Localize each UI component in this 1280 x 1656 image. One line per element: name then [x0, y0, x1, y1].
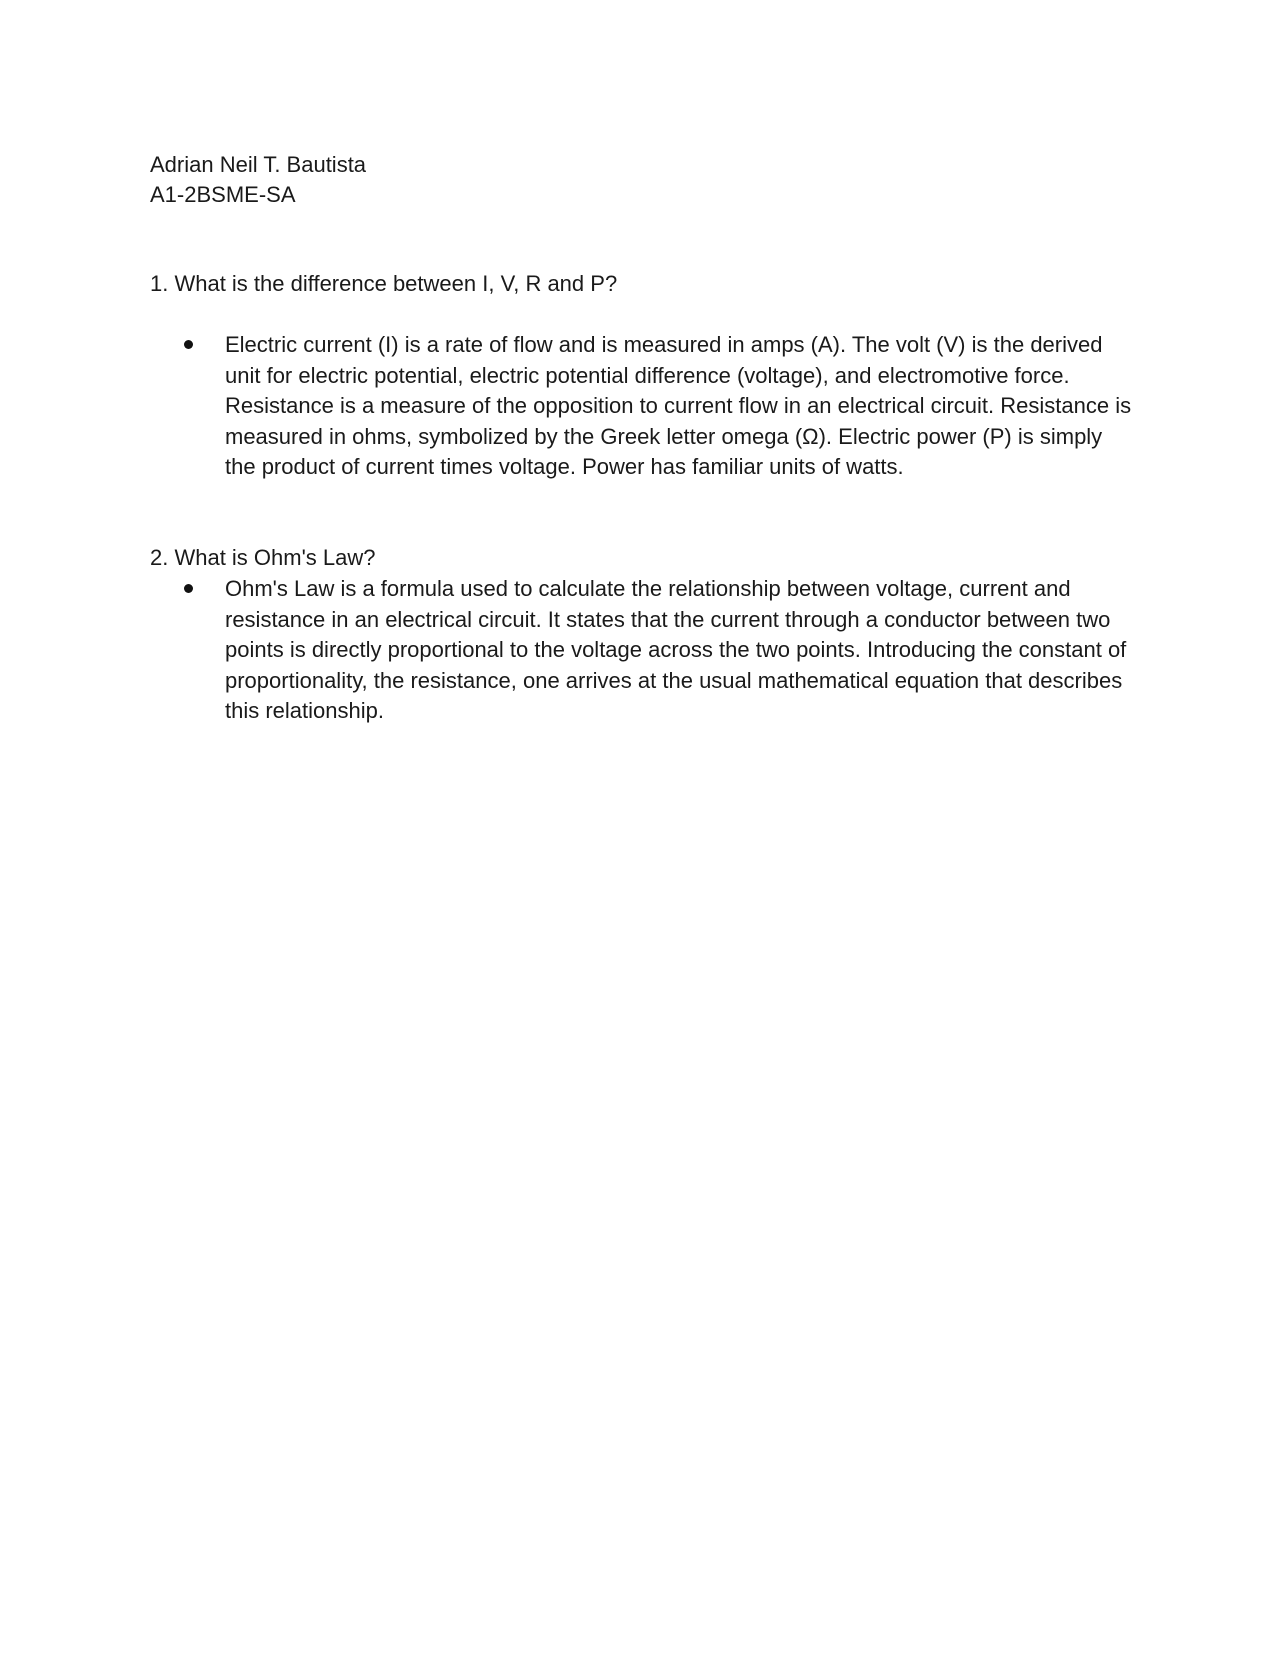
answer-1: Electric current (I) is a rate of flow and is measured in amps (A). The volt (V) is the derived unit for electric potential, electric potential difference (voltage), and electromotive force. Resistance is a measure of the opposition to current flow in an electrical circuit. Resistance is measured in ohms, symbolized by the Greek letter omega (Ω). Electric power (P) is simply the product of current times voltage. Power has familiar units of watts.: [225, 332, 1132, 479]
author-name: Adrian Neil T. Bautista: [150, 152, 367, 177]
question-2: 2. What is Ohm's Law?: [150, 545, 376, 570]
question-1: 1. What is the difference between I, V, R and P?: [150, 271, 618, 296]
bullet-point-icon: [184, 574, 196, 586]
section-code: A1-2BSME-SA: [150, 182, 296, 207]
document-header: [150, 150, 366, 210]
bullet-point-icon: [184, 330, 196, 342]
answer-2: Ohm's Law is a formula used to calculate the relationship between voltage, current and resistance in an electrical circuit. It states that the current through a conductor between two points is directly proportional to the voltage across the two points. Introducing the constant of proportionality, the resistance, one arrives at the usual mathematical equation that describes this relationship.: [225, 576, 1127, 723]
